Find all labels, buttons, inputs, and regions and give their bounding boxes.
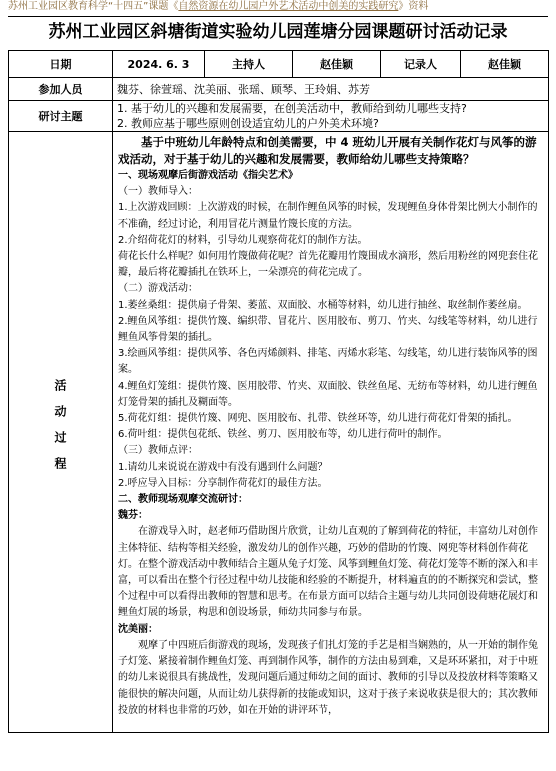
date-label: 日期 xyxy=(9,51,113,78)
date-value: 2024. 6. 3 xyxy=(113,51,205,78)
running-header xyxy=(8,0,548,17)
host-value: 赵佳颖 xyxy=(293,51,381,78)
process-row xyxy=(9,132,549,733)
speaker-2-text: 观摩了中四班后街游戏的现场，发现孩子们扎灯笼的手艺是相当娴熟的，从一开始的制作兔子灯笼、紧接着制作鲤鱼灯笼、再到制作风筝，制作的方法由易到难，又是环环紧扣，对于中班的幼儿来说很具有挑战性，发现问题后通过师幼之间的面讨、教师的引导以及投放材料等策略又能很快的解决问题，从而让幼儿获得新的技能或知识，这对于孩子来说收获是很大的；其次教师投放的材料也非常的巧妙，如在开始的讲评环节， xyxy=(118,639,538,716)
host-label: 主持人 xyxy=(205,51,293,78)
topic-item-1: 1. 基于幼儿的兴趣和发展需要，在创美活动中，教师给到幼儿哪些支持? xyxy=(117,102,467,115)
process-label-cell xyxy=(9,132,113,733)
section-1-title: 一、现场观摩后街游戏活动《指尖艺术》 xyxy=(118,170,298,181)
section-1-sub-3: （三）教师点评： xyxy=(118,445,198,457)
process-content xyxy=(113,132,548,732)
process-label: 活动过程 xyxy=(53,378,67,483)
topic-cell xyxy=(113,101,549,132)
process-heading: 基于中班幼儿年龄特点和创美需要，中 4 班幼儿开展有关制作花灯与风筝的游戏活动，对于基于幼儿的兴趣和发展需要，教师给幼儿哪些支持策略？ xyxy=(118,135,537,166)
topic-row xyxy=(9,101,549,132)
section-1-para-10: 1.请幼儿来说说在游戏中有没有遇到什么问题？ xyxy=(118,461,328,473)
recorder-label: 记录人 xyxy=(381,51,461,78)
topic-item-2: 2. 教师应基于哪些原则创设适宜幼儿的户外美术环境? xyxy=(117,117,379,130)
section-1-para-2: 2.介绍荷花灯的材料，引导幼儿观察荷花灯的制作方法。 xyxy=(118,234,368,246)
section-1-para-3: 荷花长什么样呢？如何用竹篾做荷花呢？首先花瓣用竹篾围成水滴形，然后用粉丝的网兜套住花瓣，最后将花瓣插扎在铁环上，一朵漂亮的荷花完成了。 xyxy=(118,251,538,279)
section-2-title: 二、教师现场观摩交流研讨： xyxy=(118,494,248,506)
section-1-sub-2: （二）游戏活动： xyxy=(118,283,198,295)
recorder-value: 赵佳颖 xyxy=(461,51,549,78)
section-1-para-9: 6.荷叶组：提供包花纸、铁丝、剪刀、医用胶布等，幼儿进行荷叶的制作。 xyxy=(118,429,448,441)
section-1-para-8: 5.荷花灯组：提供竹篾、网兜、医用胶布、扎带、铁丝环等，幼儿进行荷花灯骨架的插扎。 xyxy=(118,413,518,425)
participants-row xyxy=(9,78,549,101)
section-1-para-5: 2.鲤鱼风筝组：提供竹篾、编织带、冒花片、医用胶布、剪刀、竹夹、勾线笔等材料，幼儿进行鲤鱼风筝骨架的插扎。 xyxy=(118,315,538,344)
section-1-para-7: 4.鲤鱼灯笼组：提供竹篾、医用胶带、竹夹、双面胶、铁丝鱼尾、无纺布等材料，幼儿进行鲤鱼灯笼骨架的插扎及糊面等。 xyxy=(118,380,538,408)
document-title: 苏州工业园区斜塘街道实验幼儿园莲塘分园课题研讨活动记录 xyxy=(48,22,508,42)
section-1-para-4: 1.萎丝桑组：提供扇子骨架、萎蓝、双面胶、水桶等材料，幼儿进行抽丝、取丝制作萎丝扇。 xyxy=(118,299,528,311)
header-project-name: 自然资源在幼儿园户外艺术活动中创美的实践研究 xyxy=(178,1,399,12)
record-table xyxy=(8,50,549,733)
participants-label: 参加人员 xyxy=(9,78,113,101)
header-prefix: 苏州工业园区教育科学“十四五”课题《 xyxy=(8,1,179,12)
speaker-2-name: 沈美丽： xyxy=(118,623,158,635)
header-suffix: 》资料 xyxy=(398,1,429,12)
topic-label: 研讨主题 xyxy=(9,101,113,132)
section-1-para-1: 1.上次游戏回顾：上次游戏的时候，在制作鲤鱼风筝的时候，发现鲤鱼身体骨架比例大小制作的不准确，经过讨论，利用冒花片测量竹篾长度的方法。 xyxy=(118,202,538,230)
process-content-cell xyxy=(113,132,549,733)
section-1-para-6: 3.绘画风筝组：提供风筝、各色丙烯颜料、排笔、丙烯水彩笔、勾线笔，幼儿进行装饰风筝的图案。 xyxy=(118,348,538,376)
date-row xyxy=(9,51,549,78)
speaker-1-name: 魏芬： xyxy=(118,510,148,522)
section-1-para-11: 2.呼应导入目标：分享制作荷花灯的最佳方法。 xyxy=(118,477,328,489)
speaker-1-text: 在游戏导入时，赵老师巧借助图片欣赏，让幼儿直观的了解到荷花的特征，丰富幼儿对创作主体特征、结构等相关经验，激发幼儿的创作兴趣，巧妙的借助的竹篾、网兜等材料创作荷花灯。在整个游戏活动中教师结合主题从兔子灯笼、风筝到鲤鱼灯笼、荷花灯笼等不断的深入和丰富，可以看出在整个行径过程中幼儿技能和经验的不断提升，材料遍直的的不断探究和尝试，整个过程中可以看得出教师的智慧和思考。在布景方面可以结合主题与幼儿共同创设荷塘花展灯和鲤鱼灯展的场景，构思和创设场景，师幼共同参与布景。 xyxy=(118,526,538,619)
section-1-sub-1: （一）教师导入： xyxy=(118,186,198,198)
participants-value: 魏芬、徐萱瑶、沈美丽、张瑶、顾琴、王玲娟、苏芳 xyxy=(113,78,549,101)
